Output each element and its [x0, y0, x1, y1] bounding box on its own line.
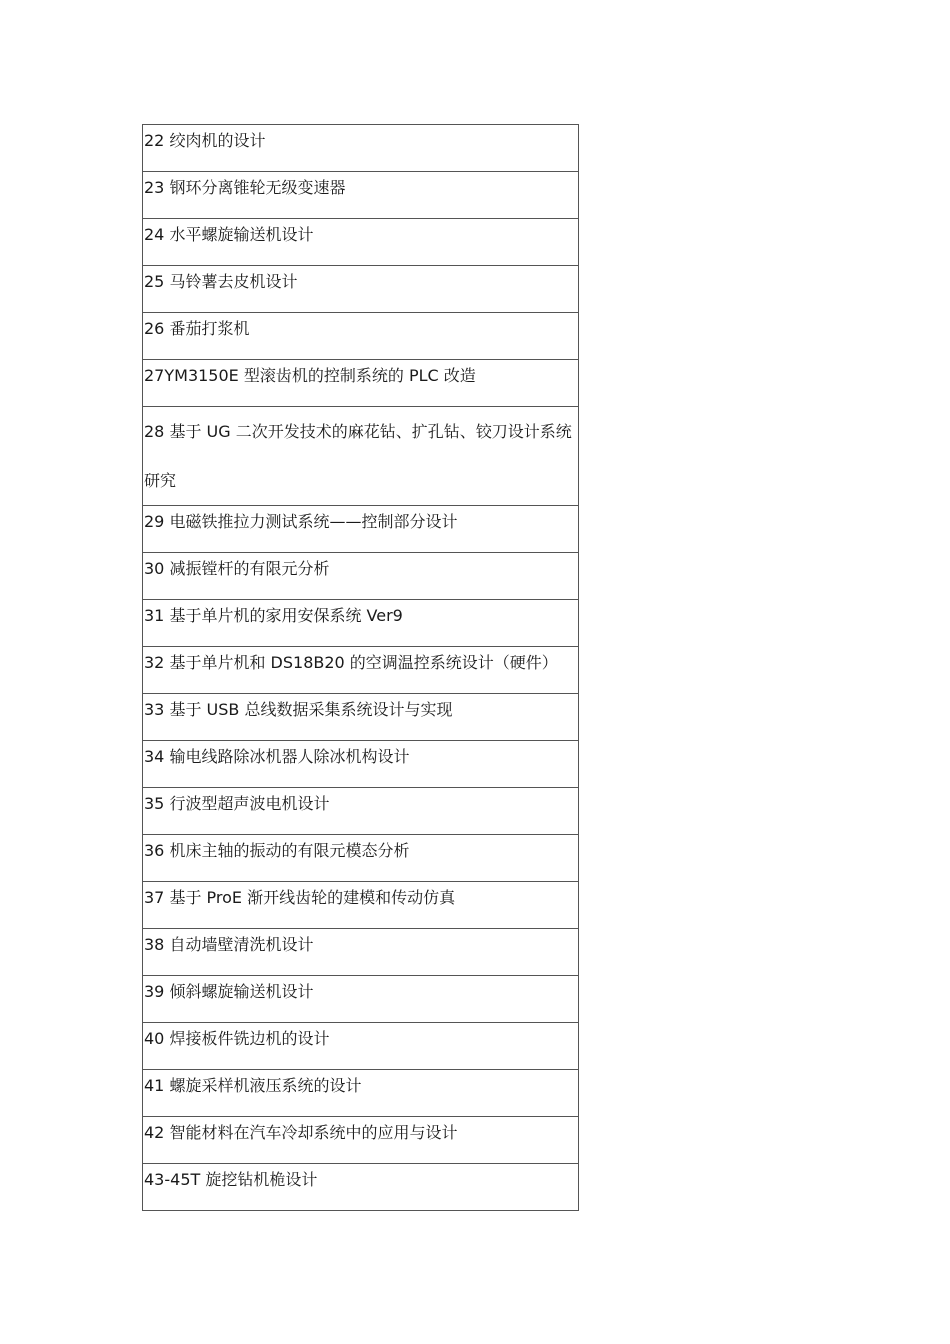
table-row — [143, 360, 579, 407]
topic-text: 33 基于 USB 总线数据采集系统设计与实现 — [144, 700, 453, 719]
table-cell — [143, 741, 579, 788]
topic-text: 30 减振镗杆的有限元分析 — [144, 559, 330, 578]
topic-text: 36 机床主轴的振动的有限元模态分析 — [144, 841, 410, 860]
table-row — [143, 976, 579, 1023]
table-row — [143, 647, 579, 694]
table-cell — [143, 407, 579, 506]
table-cell — [143, 506, 579, 553]
table-row — [143, 125, 579, 172]
table-cell — [143, 694, 579, 741]
table-row — [143, 313, 579, 360]
topic-text: 40 焊接板件铣边机的设计 — [144, 1029, 330, 1048]
topic-text: 32 基于单片机和 DS18B20 的空调温控系统设计（硬件） — [144, 653, 558, 672]
table-cell — [143, 1164, 579, 1211]
table-cell — [143, 313, 579, 360]
table-cell — [143, 835, 579, 882]
topic-text: 39 倾斜螺旋输送机设计 — [144, 982, 314, 1001]
table-row — [143, 882, 579, 929]
topic-text: 34 输电线路除冰机器人除冰机构设计 — [144, 747, 410, 766]
topic-text: 28 基于 UG 二次开发技术的麻花钻、扩孔钻、铰刀设计系统研究 — [144, 422, 572, 490]
table-cell — [143, 360, 579, 407]
table-row — [143, 172, 579, 219]
table-row — [143, 1070, 579, 1117]
table-cell — [143, 647, 579, 694]
table-cell — [143, 976, 579, 1023]
topic-text: 42 智能材料在汽车冷却系统中的应用与设计 — [144, 1123, 458, 1142]
table-cell — [143, 1117, 579, 1164]
topic-text: 29 电磁铁推拉力测试系统——控制部分设计 — [144, 512, 458, 531]
table-cell — [143, 788, 579, 835]
topic-text: 25 马铃薯去皮机设计 — [144, 272, 298, 291]
table-cell — [143, 929, 579, 976]
table-cell — [143, 266, 579, 313]
topic-table — [142, 124, 579, 1211]
table-cell — [143, 219, 579, 266]
topic-text: 31 基于单片机的家用安保系统 Ver9 — [144, 606, 403, 625]
table-row — [143, 506, 579, 553]
table-row — [143, 835, 579, 882]
table-row — [143, 266, 579, 313]
table-cell — [143, 1070, 579, 1117]
topic-text: 41 螺旋采样机液压系统的设计 — [144, 1076, 362, 1095]
table-row — [143, 407, 579, 506]
table-row — [143, 694, 579, 741]
table-row — [143, 1023, 579, 1070]
topic-text: 38 自动墙壁清洗机设计 — [144, 935, 314, 954]
topic-text: 22 绞肉机的设计 — [144, 131, 266, 150]
topic-text: 35 行波型超声波电机设计 — [144, 794, 330, 813]
table-row — [143, 1164, 579, 1211]
topic-text: 26 番茄打浆机 — [144, 319, 250, 338]
table-cell — [143, 125, 579, 172]
table-row — [143, 741, 579, 788]
table-cell — [143, 553, 579, 600]
table-row — [143, 553, 579, 600]
topic-text: 43-45T 旋挖钻机桅设计 — [144, 1170, 318, 1189]
table-cell — [143, 1023, 579, 1070]
table-cell — [143, 600, 579, 647]
table-cell — [143, 882, 579, 929]
topic-text: 27YM3150E 型滚齿机的控制系统的 PLC 改造 — [144, 366, 476, 385]
table-row — [143, 600, 579, 647]
topic-text: 23 钢环分离锥轮无级变速器 — [144, 178, 346, 197]
table-row — [143, 219, 579, 266]
topic-text: 37 基于 ProE 渐开线齿轮的建模和传动仿真 — [144, 888, 456, 907]
table-row — [143, 788, 579, 835]
table-cell — [143, 172, 579, 219]
topic-text: 24 水平螺旋输送机设计 — [144, 225, 314, 244]
table-row — [143, 929, 579, 976]
table-row — [143, 1117, 579, 1164]
